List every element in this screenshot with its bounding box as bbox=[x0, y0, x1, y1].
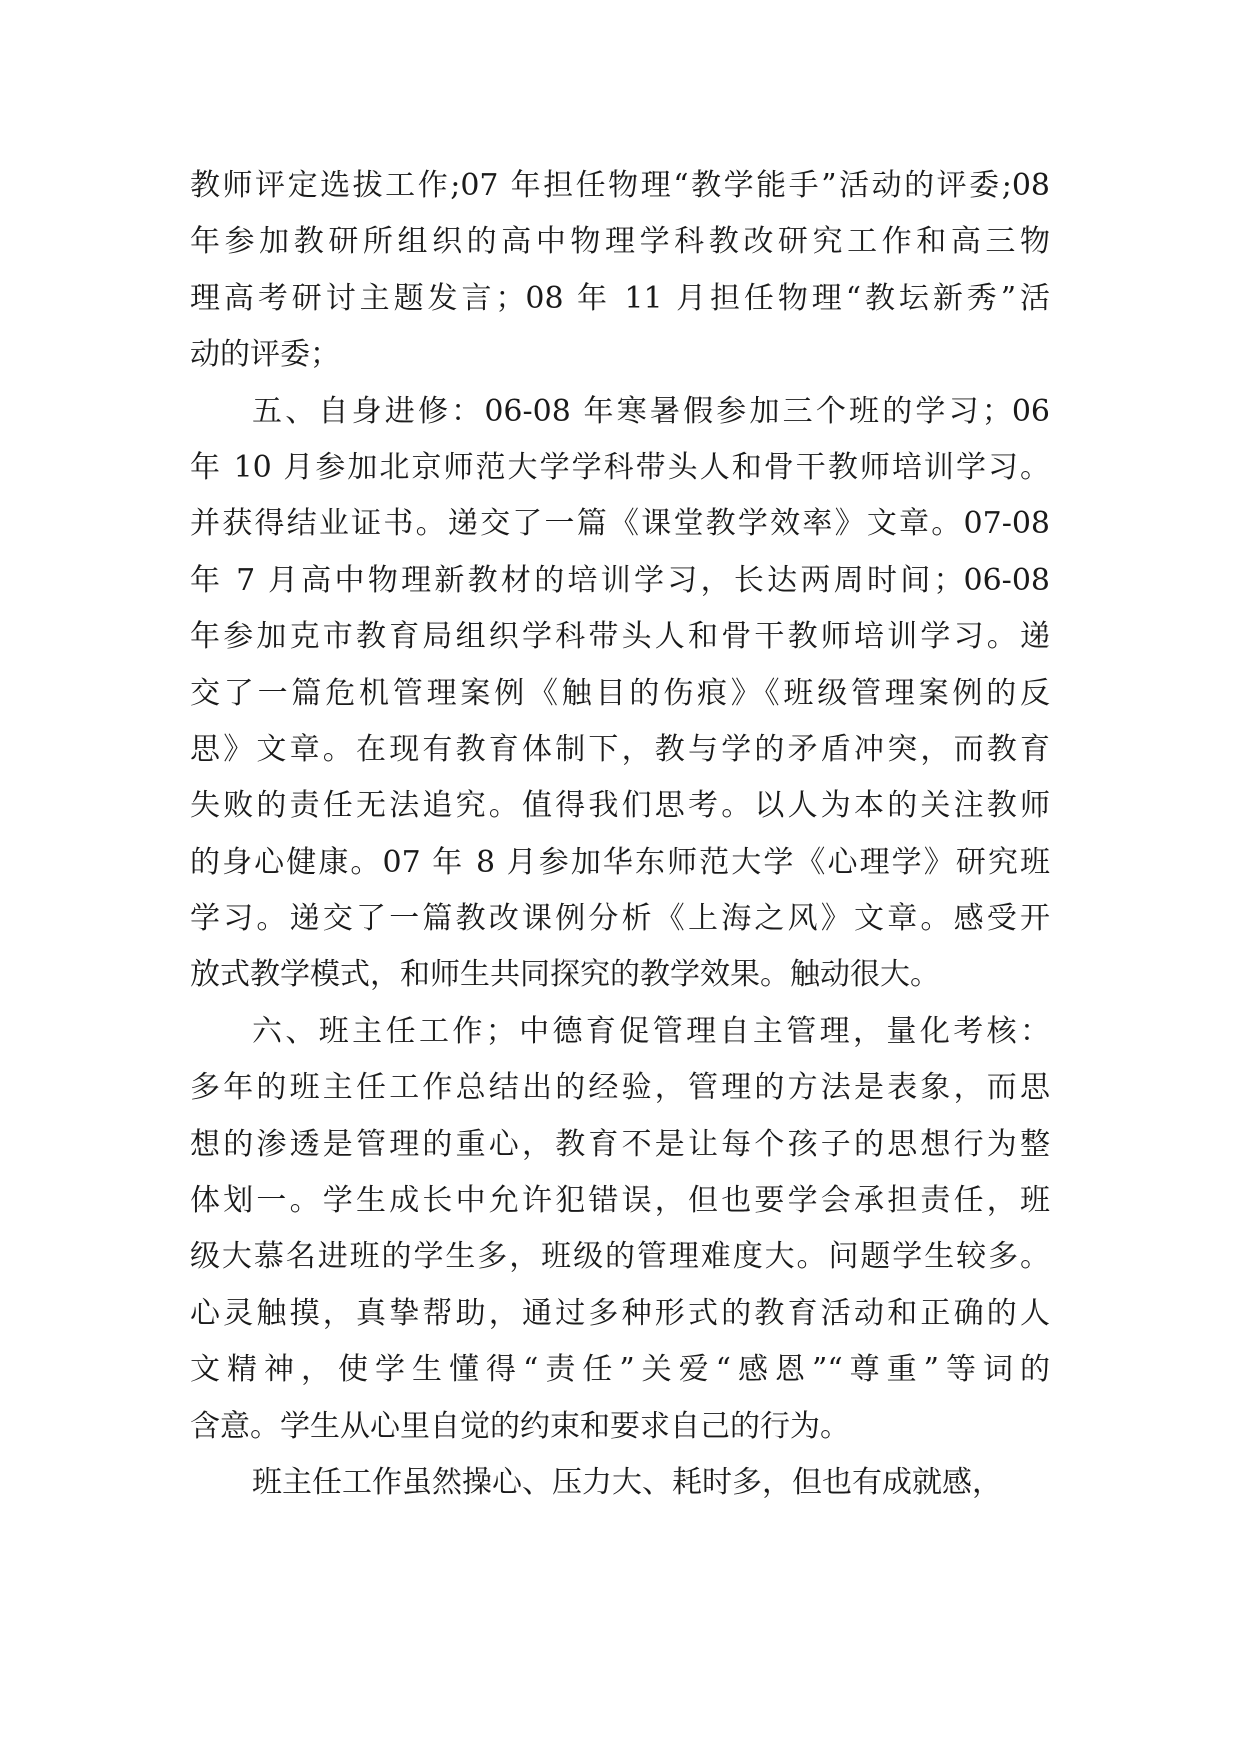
text-line: 体划一。学生成长中允许犯错误，但也要学会承担责任，班 bbox=[190, 1183, 1050, 1219]
text-line: 文精神，使学生懂得“责任”关爱“感恩”“尊重”等词的 bbox=[190, 1352, 1050, 1388]
text-line: 多年的班主任工作总结出的经验，管理的方法是表象，而思 bbox=[190, 1070, 1050, 1106]
text-line: 想的渗透是管理的重心，教育不是让每个孩子的思想行为整 bbox=[190, 1126, 1050, 1162]
text-line: 级大慕名进班的学生多，班级的管理难度大。问题学生较多。 bbox=[190, 1239, 1050, 1275]
text-line: 教师评定选拔工作;07 年担任物理“教学能手”活动的评委;08 bbox=[190, 168, 1050, 203]
document-body bbox=[190, 158, 1050, 1511]
text-line: 心灵触摸，真挚帮助，通过多种形式的教育活动和正确的人 bbox=[190, 1295, 1050, 1331]
text-line: 的身心健康。07 年 8 月参加华东师范大学《心理学》研究班 bbox=[190, 844, 1050, 880]
paragraph-start-line: 班主任工作虽然操心、压力大、耗时多，但也有成就感， bbox=[252, 1464, 1002, 1500]
section-heading-line: 六、班主任工作；中德育促管理自主管理，量化考核： bbox=[252, 1013, 1050, 1049]
text-line: 年 7 月高中物理新教材的培训学习，长达两周时间；06-08 bbox=[190, 562, 1050, 598]
text-line: 含意。学生从心里自觉的约束和要求自己的行为。 bbox=[190, 1408, 850, 1444]
text-line: 学习。递交了一篇教改课例分析《上海之风》文章。感受开 bbox=[190, 901, 1050, 937]
text-line: 年参加克市教育局组织学科带头人和骨干教师培训学习。递 bbox=[190, 619, 1050, 655]
text-line: 交了一篇危机管理案例《触目的伤痕》《班级管理案例的反 bbox=[190, 675, 1050, 711]
text-line: 动的评委； bbox=[190, 337, 340, 373]
text-line: 理高考研讨主题发言；08 年 11 月担任物理“教坛新秀”活 bbox=[190, 280, 1050, 316]
text-line: 失败的责任无法追究。值得我们思考。以人为本的关注教师 bbox=[190, 788, 1050, 824]
text-line: 并获得结业证书。递交了一篇《课堂教学效率》文章。07-08 bbox=[190, 506, 1050, 542]
text-line: 思》文章。在现有教育体制下，教与学的矛盾冲突，而教育 bbox=[190, 731, 1050, 767]
section-heading-line: 五、自身进修：06-08 年寒暑假参加三个班的学习；06 bbox=[252, 393, 1050, 429]
text-line: 年 10 月参加北京师范大学学科带头人和骨干教师培训学习。 bbox=[190, 449, 1050, 485]
text-line: 年参加教研所组织的高中物理学科教改研究工作和高三物 bbox=[190, 224, 1050, 260]
text-line: 放式教学模式，和师生共同探究的教学效果。触动很大。 bbox=[190, 957, 940, 993]
